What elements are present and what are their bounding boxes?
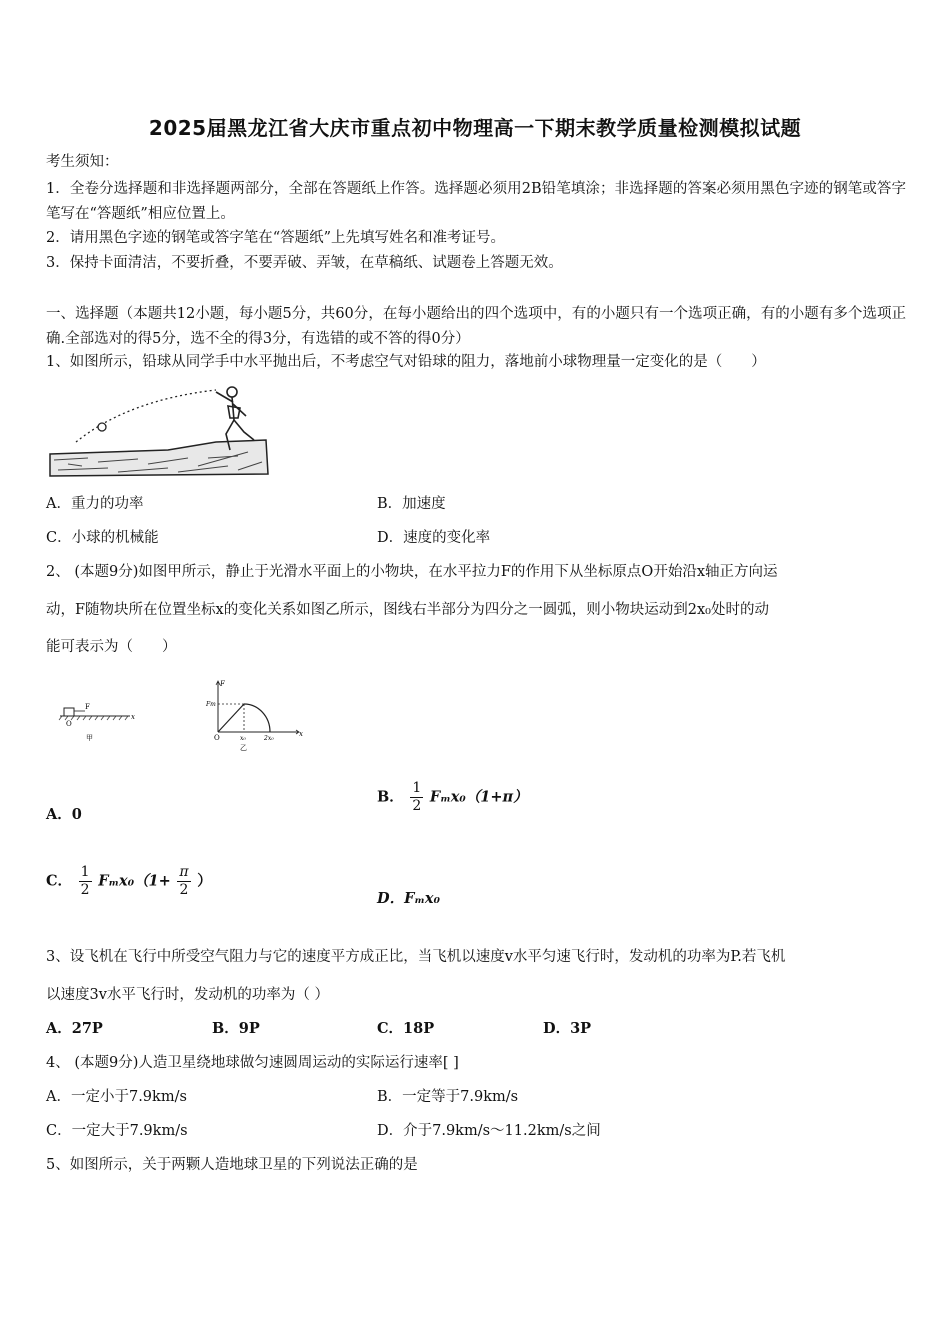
fig-yi-x-label: x bbox=[299, 730, 303, 738]
fig-jia-caption: 甲 bbox=[86, 734, 93, 742]
shot-put-figure bbox=[48, 382, 270, 480]
q3-option-a: A．27P bbox=[46, 1020, 103, 1037]
q2-option-c-expr-b: ） bbox=[197, 872, 212, 890]
q2-option-c-frac-num: 1 bbox=[80, 864, 90, 880]
question-2-stem-line-2: 动，F随物块所在位置坐标x的变化关系如图乙所示，图线右半部分为四分之一圆弧，则小物块运动到2x₀处时的动 bbox=[46, 602, 769, 618]
question-4-stem: 4、 (本题9分)人造卫星绕地球做匀速圆周运动的实际运行速率[ ] bbox=[46, 1055, 459, 1071]
q1-option-a: A．重力的功率 bbox=[46, 496, 144, 512]
q1-option-b: B．加速度 bbox=[377, 496, 446, 512]
q2-option-b-frac-num: 1 bbox=[412, 780, 422, 796]
page-title: 2025届黑龙江省大庆市重点初中物理高一下期末教学质量检测模拟试题 bbox=[148, 116, 802, 140]
question-3-stem-line-1: 3、设飞机在飞行中所受空气阻力与它的速度平方成正比，当飞机以速度v水平匀速飞行时，发动机的功率为P.若飞机 bbox=[46, 949, 786, 965]
q2-option-c-expr-a: Fₘx₀（1+ bbox=[98, 872, 171, 890]
q3-option-d: D．3P bbox=[543, 1020, 592, 1037]
q2-option-b-label: B． bbox=[377, 788, 404, 806]
figure-yi-graph bbox=[200, 676, 304, 752]
notice-item-3: 3．保持卡面清洁，不要折叠，不要弄破、弄皱，在草稿纸、试题卷上答题无效。 bbox=[46, 255, 563, 271]
q4-option-d: D．介于7.9km/s～11.2km/s之间 bbox=[377, 1123, 601, 1139]
q2-option-b-frac-den: 2 bbox=[412, 798, 422, 814]
q2-option-b-fraction bbox=[410, 780, 423, 815]
section-heading: 一、选择题（本题共12小题，每小题5分，共60分，在每小题给出的四个选项中，有的小题只有一个选项正确，有的小题有多个选项正确.全部选对的得5分，选不全的得3分，有选错的或不答的得0分） bbox=[46, 306, 906, 347]
q2-option-c-pi-den: 2 bbox=[179, 882, 189, 898]
q2-option-d: D．Fₘx₀ bbox=[377, 890, 440, 907]
q4-option-b: B．一定等于7.9km/s bbox=[377, 1089, 519, 1105]
q3-option-c: C．18P bbox=[377, 1020, 435, 1037]
fig-yi-x0-label: x₀ bbox=[240, 735, 246, 742]
notice-item-1: 1．全卷分选择题和非选择题两部分，全部在答题纸上作答。选择题必须用2B铅笔填涂；非选择题的答案必须用黑色字迹的钢笔或答字笔写在“答题纸”相应位置上。 bbox=[46, 181, 906, 222]
q2-option-b-expr: Fₘx₀（1+π） bbox=[429, 788, 528, 806]
fig-yi-caption: 乙 bbox=[240, 744, 247, 752]
q1-option-c: C．小球的机械能 bbox=[46, 530, 159, 546]
question-2-stem-line-1: 2、 (本题9分)如图甲所示，静止于光滑水平面上的小物块，在水平拉力F的作用下从坐标原点O开始沿x轴正方向运 bbox=[46, 564, 778, 580]
q1-option-d: D．速度的变化率 bbox=[377, 530, 491, 546]
figure-jia-block bbox=[58, 698, 138, 744]
q4-option-a: A．一定小于7.9km/s bbox=[46, 1089, 187, 1105]
q2-option-c-pi-num: π bbox=[179, 864, 189, 880]
fig-yi-2x0-label: 2x₀ bbox=[264, 735, 274, 742]
question-2-stem-line-3: 能可表示为（ ） bbox=[46, 639, 177, 655]
q2-option-c-fraction bbox=[79, 864, 92, 899]
fig-yi-fm-label: Fm bbox=[206, 701, 216, 708]
fig-jia-origin-label: O bbox=[66, 720, 72, 728]
fig-yi-origin-label: O bbox=[214, 734, 220, 742]
question-5-stem: 5、如图所示，关于两颗人造地球卫星的下列说法正确的是 bbox=[46, 1157, 418, 1173]
q2-option-c-label: C． bbox=[46, 872, 73, 890]
fig-jia-x-label: x bbox=[131, 713, 135, 721]
q4-option-c: C．一定大于7.9km/s bbox=[46, 1123, 188, 1139]
notice-item-2: 2．请用黑色字迹的钢笔或答字笔在“答题纸”上先填写姓名和准考证号。 bbox=[46, 230, 506, 246]
fig-yi-f-label: F bbox=[220, 680, 225, 688]
q3-option-b: B．9P bbox=[212, 1020, 260, 1037]
q2-option-c bbox=[46, 864, 212, 928]
q2-option-c-frac-den: 2 bbox=[80, 882, 90, 898]
fig-jia-f-label: F bbox=[85, 703, 90, 711]
q2-option-a: A．0 bbox=[46, 806, 82, 823]
question-1-stem: 1、如图所示，铅球从同学手中水平抛出后，不考虑空气对铅球的阻力，落地前小球物理量一定变化的是（ ） bbox=[46, 354, 766, 370]
q2-option-b bbox=[377, 780, 528, 844]
notice-heading: 考生须知： bbox=[46, 154, 119, 170]
question-3-stem-line-2: 以速度3v水平飞行时，发动机的功率为（ ） bbox=[46, 987, 330, 1003]
q2-option-c-pi-fraction bbox=[177, 864, 190, 899]
